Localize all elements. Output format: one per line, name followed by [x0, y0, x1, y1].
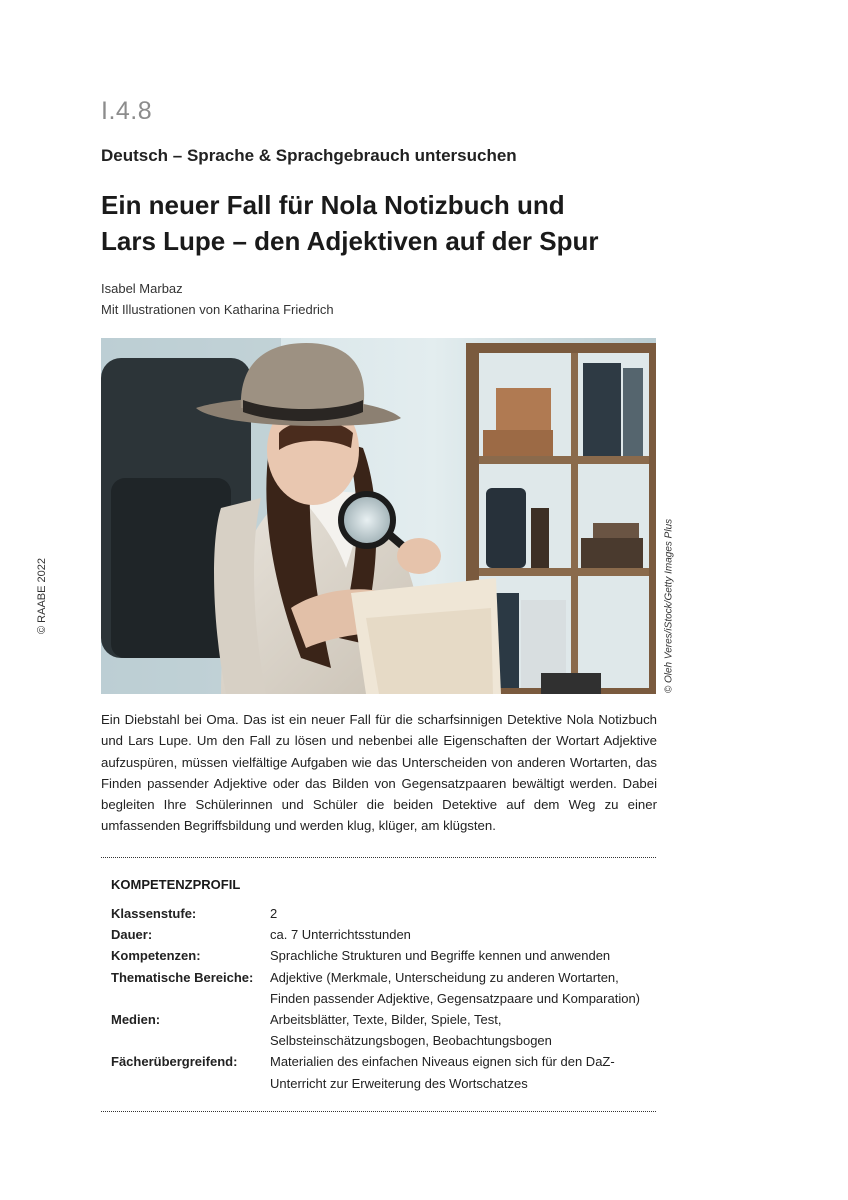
row-label: Dauer: [111, 927, 153, 943]
row-label: Thematische Bereiche: [111, 969, 254, 985]
row-label: Kompetenzen: [111, 948, 201, 964]
kompetenzprofil-row [111, 903, 656, 924]
section-code: I.4.8 [101, 97, 153, 125]
subject-line: Deutsch – Sprache & Sprachgebrauch untersuchen [101, 146, 517, 165]
row-value: Materialien des einfachen Niveaus eignen sich für den DaZ-Unterricht zur Erweiterung des Wortschatzes [270, 1054, 615, 1091]
kompetenzprofil-table [111, 903, 656, 1094]
author: Isabel Marbaz [101, 281, 183, 296]
dotted-divider-bottom [101, 1111, 656, 1112]
cover-photo [101, 338, 656, 694]
kompetenzprofil-row [111, 924, 656, 945]
page-title: Ein neuer Fall für Nola Notizbuch und Lars Lupe – den Adjektiven auf der Spur [101, 190, 599, 256]
illustrator-credit: Mit Illustrationen von Katharina Friedrich [101, 302, 334, 317]
row-value: Arbeitsblätter, Texte, Bilder, Spiele, Test, Selbsteinschätzungsbogen, Beobachtungsbogen [270, 1012, 552, 1049]
kompetenzprofil-row [111, 1009, 656, 1051]
kompetenzprofil-heading: KOMPETENZPROFIL [111, 877, 241, 892]
photo-credit: © Oleh Veres/iStock/Getty Images Plus [663, 518, 675, 694]
row-value: Sprachliche Strukturen und Begriffe kennen und anwenden [270, 948, 611, 964]
row-label: Medien: [111, 1012, 161, 1028]
row-value: 2 [270, 906, 278, 921]
row-value: ca. 7 Unterrichtsstunden [270, 927, 411, 943]
row-label: Fächerübergreifend: [111, 1054, 238, 1070]
copyright-notice: © RAABE 2022 [36, 558, 48, 634]
row-value: Adjektive (Merkmale, Unterscheidung zu anderen Wortarten, Finden passender Adjektive, Gegensatzpaare und Komparation) [270, 969, 641, 1006]
kompetenzprofil-row [111, 945, 656, 966]
dotted-divider-top [101, 857, 656, 858]
kompetenzprofil-row [111, 967, 656, 1009]
intro-paragraph: Ein Diebstahl bei Oma. Das ist ein neuer Fall für die scharfsinnigen Detektive Nola Notizbuch und Lars Lupe. Um den Fall zu lösen und nebenbei alle Eigenschaften der Wortart Adjektive aufzuspüren, müssen vielfältige Aufgaben wie das Unterscheiden von anderen Wortarten, das Finden passender Adjektive oder das Bilden von Gegensatzpaaren bewältigt werden. Dabei begleiten Ihre Schülerinnen und Schüler die beiden Detektive auf dem Weg zu einer umfassenden Begriffsbildung und werden klug, klüger, am klügsten. [101, 712, 657, 834]
row-label: Klassenstufe: [111, 906, 197, 921]
kompetenzprofil-row [111, 1051, 656, 1093]
